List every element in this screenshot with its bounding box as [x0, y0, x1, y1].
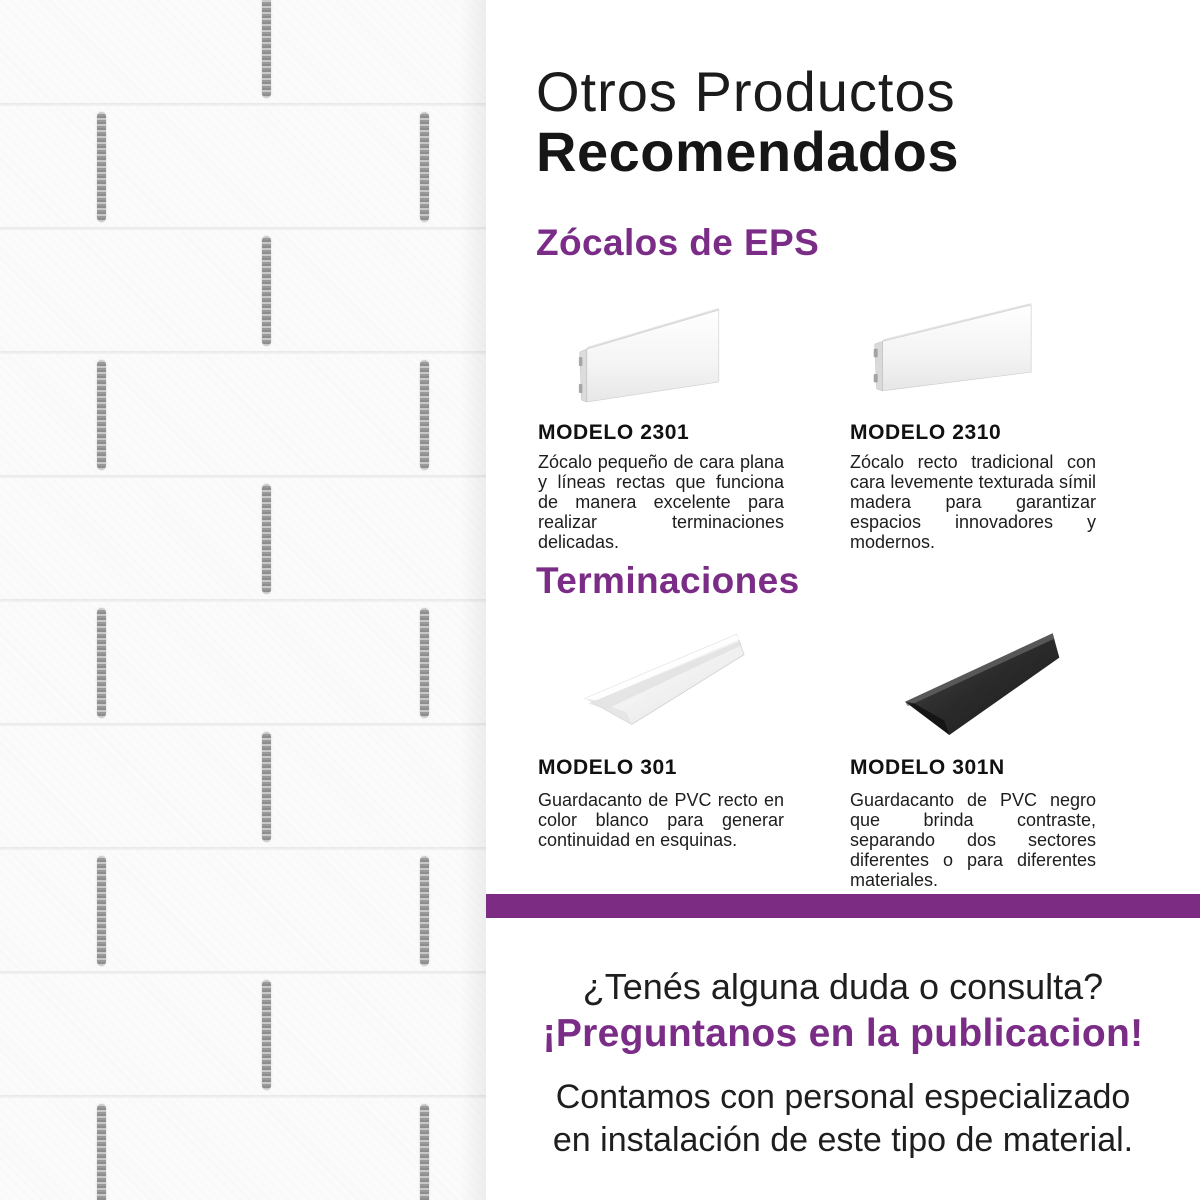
model-description-2310: Zócalo recto tradicional con cara levemente texturada símil madera para garantizar espacios innovadores y modernos.: [850, 452, 1096, 552]
brick-joint-mark: [262, 236, 271, 346]
mortar-line: [0, 227, 486, 230]
white-corner-guard-drawing: [560, 620, 760, 738]
model-name-301n: MODELO 301N: [850, 756, 1005, 779]
brick-wall-photo: [0, 0, 486, 1200]
model-description-301: Guardacanto de PVC recto en color blanco para generar continuidad en esquinas.: [538, 790, 784, 850]
mortar-line: [0, 103, 486, 106]
mortar-line: [0, 1095, 486, 1098]
brick-joint-mark: [97, 608, 106, 718]
footer-note-line1: Contamos con personal especializado: [555, 1078, 1131, 1116]
page-title-line2: Recomendados: [536, 120, 959, 183]
product-image-modelo-2301: [556, 294, 732, 414]
brick-joint-mark: [420, 112, 429, 222]
footer-question: ¿Tenés alguna duda o consulta?: [582, 966, 1104, 1007]
brick-joint-mark: [262, 980, 271, 1090]
mortar-line: [0, 971, 486, 974]
mortar-line: [0, 475, 486, 478]
model-name-2310: MODELO 2310: [850, 421, 1002, 444]
brick-joint-mark: [420, 360, 429, 470]
brick-joint-mark: [420, 608, 429, 718]
brick-joint-mark: [97, 1104, 106, 1200]
white-skirting-board-textured-drawing: [848, 290, 1046, 402]
model-description-2301: Zócalo pequeño de cara plana y líneas rectas que funciona de manera excelente para realizar terminaciones delicadas.: [538, 452, 784, 552]
purple-divider-bar: [486, 894, 1200, 918]
brick-joint-mark: [97, 112, 106, 222]
mortar-line: [0, 351, 486, 354]
footer-cta: ¡Preguntanos en la publicacion!: [542, 1012, 1144, 1055]
section-heading-zocalos: Zócalos de EPS: [536, 222, 820, 263]
brick-joint-mark: [262, 484, 271, 594]
brick-joint-mark: [262, 0, 271, 98]
page-title: [536, 62, 959, 182]
brick-joint-mark: [420, 856, 429, 966]
brick-joint-mark: [420, 1104, 429, 1200]
footer-note-line2: en instalación de este tipo de material.: [552, 1121, 1134, 1159]
model-name-301: MODELO 301: [538, 756, 678, 779]
page-title-line1: Otros Productos: [536, 60, 956, 123]
black-corner-guard-drawing: [876, 618, 1076, 744]
model-description-301n: Guardacanto de PVC negro que brinda contraste, separando dos sectores diferentes o para diferentes materiales.: [850, 790, 1096, 890]
footer-note: [486, 1076, 1200, 1162]
product-image-modelo-2310: [848, 290, 1046, 402]
section-heading-terminaciones: Terminaciones: [536, 560, 800, 601]
mortar-line: [0, 847, 486, 850]
brick-joint-mark: [262, 732, 271, 842]
model-name-2301: MODELO 2301: [538, 421, 690, 444]
product-image-modelo-301n: [876, 618, 1076, 744]
white-skirting-board-drawing: [556, 294, 732, 414]
product-image-modelo-301: [560, 620, 760, 738]
mortar-line: [0, 599, 486, 602]
brick-joint-mark: [97, 360, 106, 470]
mortar-line: [0, 723, 486, 726]
brick-joint-mark: [97, 856, 106, 966]
